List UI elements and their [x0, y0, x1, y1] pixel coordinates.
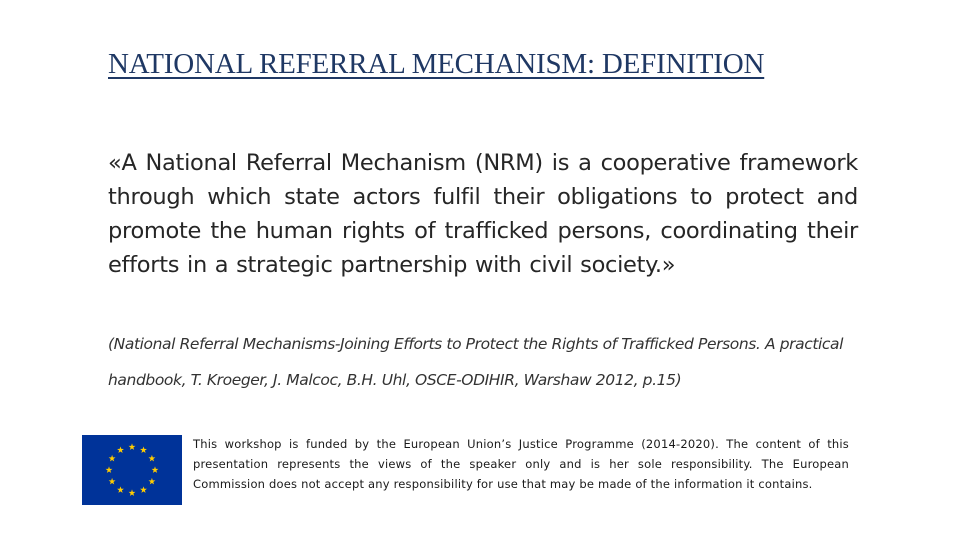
- source-citation: (National Referral Mechanisms-Joining Efforts to Protect the Rights of Trafficked Persons. A practical handbook, T. Kroeger, J. Malcoc, B.H. Uhl, OSCE-ODIHIR, Warshaw 2012, p.15): [108, 335, 844, 389]
- nrm-definition-quote: «A National Referral Mechanism (NRM) is a cooperative framework through which state actors fulfil their obligations to protect and promote the human rights of trafficked persons, coordinating their efforts in a strategic partnership with civil society.»: [108, 150, 858, 278]
- funding-disclaimer: This workshop is funded by the European Union’s Justice Programme (2014-2020). The content of this presentation represents the views of the speaker only and is her sole responsibility. The European Commission does not accept any responsibility for use that may be made of the information it contains.: [193, 437, 849, 491]
- eu-flag-icon: [82, 435, 182, 505]
- slide-title: NATIONAL REFERRAL MECHANISM: DEFINITION: [108, 48, 765, 80]
